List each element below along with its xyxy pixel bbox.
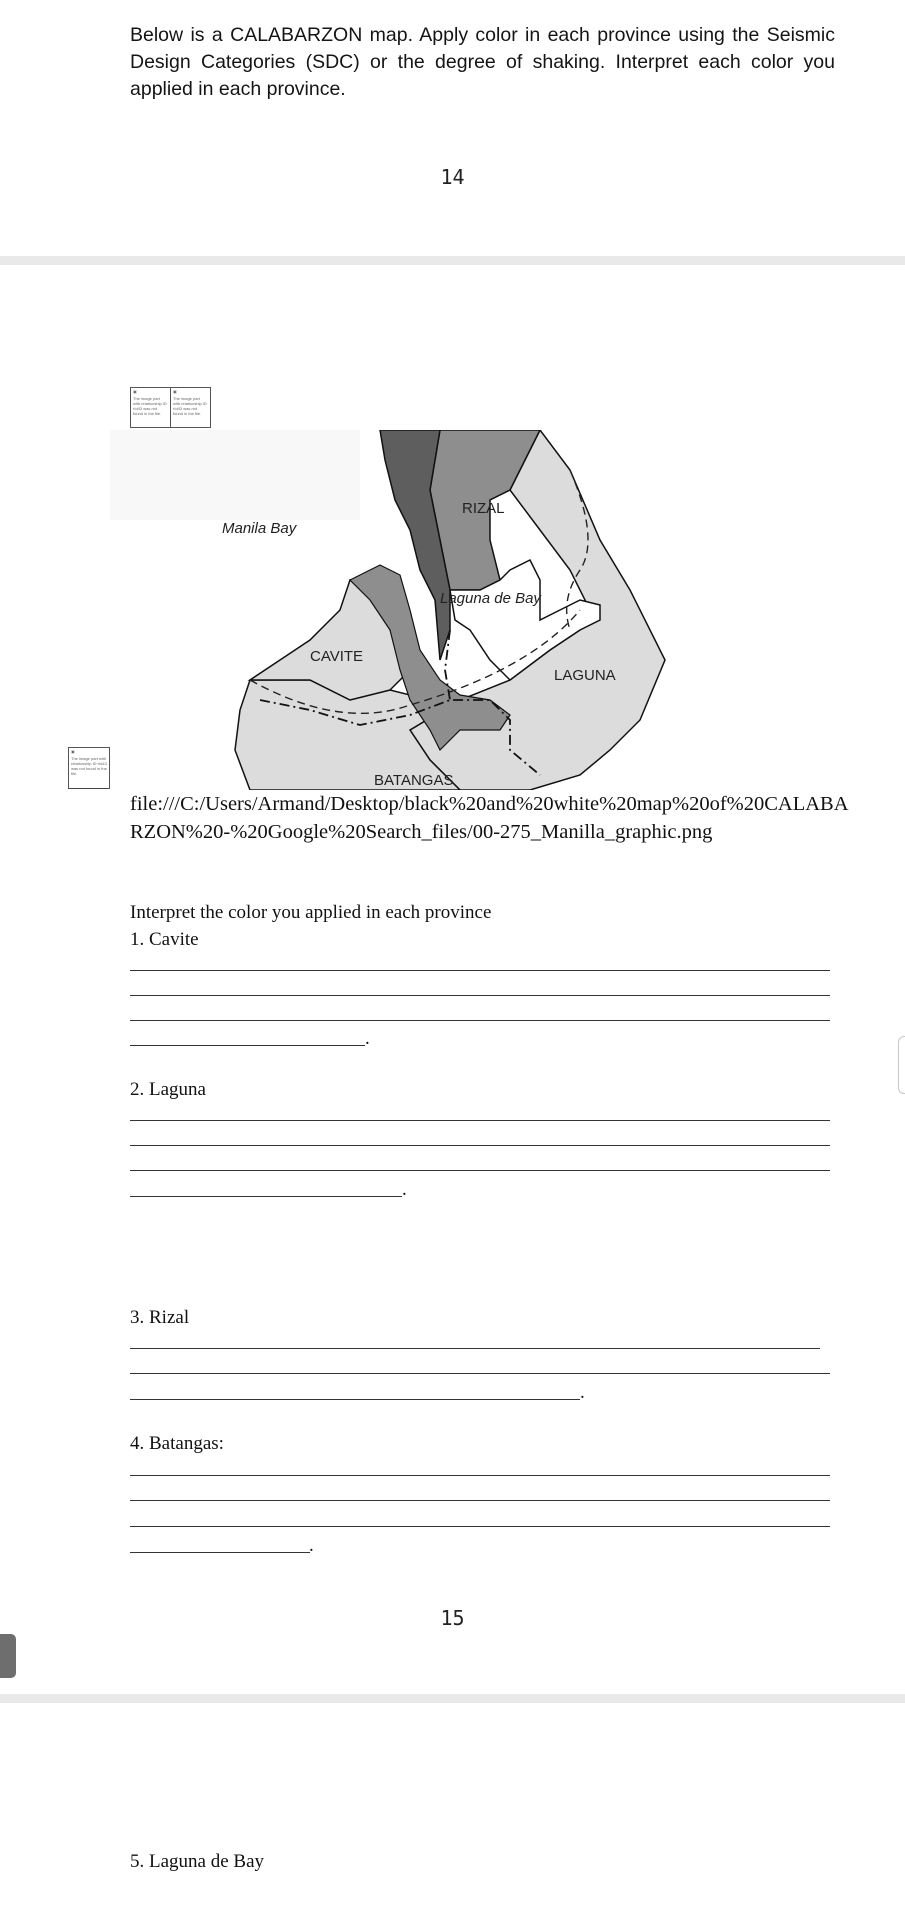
map-label-rizal: RIZAL: [462, 500, 505, 517]
map-label-cavite: CAVITE: [310, 648, 364, 665]
page-number: 15: [440, 1606, 465, 1630]
answer-end-mark: .: [580, 1382, 585, 1403]
answer-line[interactable]: [130, 970, 830, 971]
image-underline: [68, 788, 108, 789]
answer-line[interactable]: [130, 1045, 365, 1046]
broken-image-icon: ▣: [71, 749, 75, 754]
answer-line[interactable]: [130, 1196, 402, 1197]
answer-line[interactable]: [130, 1020, 830, 1021]
question-cavite: 1. Cavite: [130, 929, 199, 950]
question-batangas: 4. Batangas:: [130, 1433, 224, 1454]
broken-image-placeholder: ▣ The image part with relationship ID rId43 was not found in the file.: [68, 747, 110, 789]
answer-line[interactable]: [130, 1373, 830, 1374]
answer-line[interactable]: [130, 1399, 580, 1400]
side-panel-handle[interactable]: [0, 1634, 16, 1678]
broken-image-icon: ▣: [173, 389, 177, 394]
answer-line[interactable]: [130, 1552, 310, 1553]
question-laguna-de-bay: 5. Laguna de Bay: [130, 1851, 265, 1872]
answer-end-mark: .: [365, 1028, 370, 1049]
answer-end-mark: .: [402, 1179, 407, 1200]
scroll-indicator[interactable]: [898, 1036, 905, 1094]
map-label-laguna: LAGUNA: [554, 667, 616, 684]
sea-texture: [110, 430, 360, 520]
map-label-manila-bay: Manila Bay: [222, 520, 297, 537]
broken-image-placeholder: ▣ The image part with relationship ID rId43 was not found in the file.: [170, 387, 211, 428]
answer-line[interactable]: [130, 1526, 830, 1527]
calabarzon-map: [110, 430, 670, 790]
image-file-path: file:///C:/Users/Armand/Desktop/black%20and%20white%20map%20of%20CALABARZON%20-%20Google%20Search_files/00-275_Manilla_graphic.png: [130, 793, 849, 843]
answer-line[interactable]: [130, 1120, 830, 1121]
broken-image-placeholder: ▣ The image part with relationship ID rId43 was not found in the file.: [130, 387, 171, 428]
instruction-text: Below is a CALABARZON map. Apply color in each province using the Seismic Design Categories (SDC) or the degree of shaking. Interpret each color you applied in each province.: [130, 24, 835, 100]
answer-line[interactable]: [130, 1145, 830, 1146]
interpret-heading: Interpret the color you applied in each province: [130, 902, 492, 923]
question-rizal: 3. Rizal: [130, 1307, 190, 1328]
page-divider: [0, 1694, 905, 1703]
answer-end-mark: .: [309, 1535, 314, 1556]
broken-image-icon: ▣: [133, 389, 137, 394]
map-label-batangas: BATANGAS: [374, 772, 454, 789]
map-label-laguna-de-bay: Laguna de Bay: [440, 590, 541, 607]
page-divider: [0, 256, 905, 265]
answer-line[interactable]: [130, 995, 830, 996]
question-laguna: 2. Laguna: [130, 1079, 206, 1100]
page-number: 14: [440, 165, 465, 189]
answer-line[interactable]: [130, 1475, 830, 1476]
answer-line[interactable]: [130, 1500, 830, 1501]
answer-line[interactable]: [130, 1348, 820, 1349]
answer-line[interactable]: [130, 1170, 830, 1171]
